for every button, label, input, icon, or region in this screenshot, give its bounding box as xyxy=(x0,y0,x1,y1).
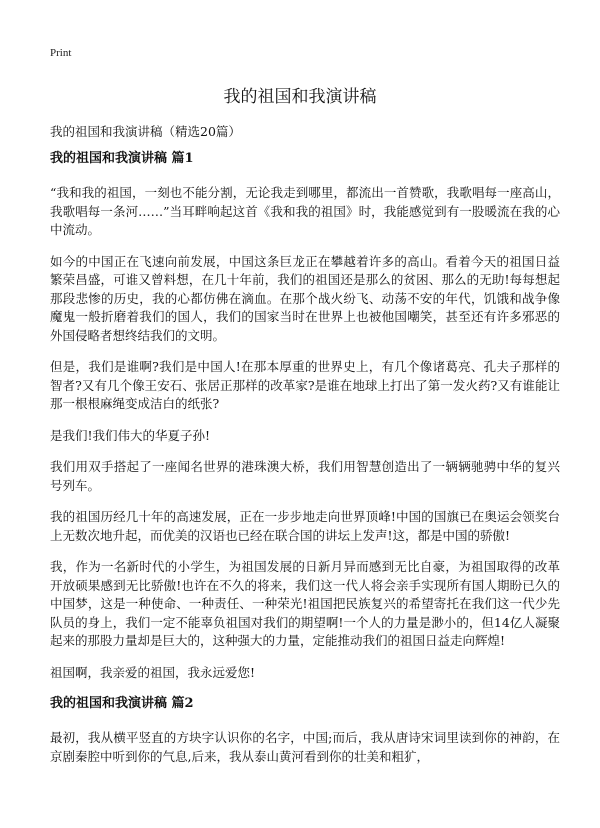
paragraph: 但是，我们是谁啊?我们是中国人!在那本厚重的世界史上，有几个像诸葛亮、孔夫子那样的智者?又有几个像王安石、张居正那样的改革家?是谁在地球上打出了第一发火药?又有谁能让那一根根麻绳变成洁白的纸张? xyxy=(50,359,560,411)
document-body xyxy=(50,150,560,779)
paragraph: “我和我的祖国，一刻也不能分割，无论我走到哪里，都流出一首赞歌，我歌唱每一座高山，我歌唱每一条河……”当耳畔响起这首《我和我的祖国》时，我能感觉到有一股暖流在我的心中流动。 xyxy=(50,185,560,237)
document-subtitle: 我的祖国和我演讲稿（精选20篇） xyxy=(50,124,241,139)
paragraph: 最初，我从横平竖直的方块字认识你的名字，中国;而后，我从唐诗宋词里读到你的神韵，在京剧秦腔中听到你的气息,后来，我从泰山黄河看到你的壮美和粗犷， xyxy=(50,730,560,764)
section-heading-2: 我的祖国和我演讲稿 篇2 xyxy=(50,696,194,711)
paragraph: 我们用双手搭起了一座闻名世界的港珠澳大桥，我们用智慧创造出了一辆辆驰骋中华的复兴号列车。 xyxy=(50,459,560,493)
print-label[interactable]: Print xyxy=(50,47,72,59)
paragraph: 我的祖国历经几十年的高速发展，正在一步步地走向世界顶峰!中国的国旗已在奥运会领奖台上无数次地升起，而优美的汉语也已经在联合国的讲坛上发声!这，都是中国的骄傲! xyxy=(50,509,560,543)
document-title: 我的祖国和我演讲稿 xyxy=(223,87,377,107)
section-heading-1: 我的祖国和我演讲稿 篇1 xyxy=(50,151,194,166)
paragraph: 祖国啊，我亲爱的祖国，我永远爱您! xyxy=(50,664,256,680)
paragraph: 是我们!我们伟大的华夏子孙! xyxy=(50,427,211,443)
paragraph: 如今的中国正在飞速向前发展，中国这条巨龙正在攀越着许多的高山。看着今天的祖国日益繁荣昌盛，可谁又曾料想，在几十年前，我们的祖国还是那么的贫困、那么的无助!每每想起那段悲惨的历史，我的心都仿佛在滴血。在那个战火纷飞、动荡不安的年代，饥饿和战争像魔鬼一般折磨着我们的国人，我们的国家当时在世界上也被他国嘲笑，甚至还有许多邪恶的外国侵略者想终结我们的文明。 xyxy=(50,253,560,343)
paragraph: 我，作为一名新时代的小学生，为祖国发展的日新月异而感到无比自豪，为祖国取得的改革开放硕果感到无比骄傲!也许在不久的将来，我们这一代人将会亲手实现所有国人期盼已久的中国梦，这是一种使命、一种责任、一种荣光!祖国把民族复兴的希望寄托在我们这一代少先队员的身上，我们一定不能辜负祖国对我们的期望啊!一个人的力量是渺小的，但14亿人凝聚起来的那股力量却是巨大的，这种强大的力量，定能推动我们的祖国日益走向辉煌! xyxy=(50,559,560,648)
